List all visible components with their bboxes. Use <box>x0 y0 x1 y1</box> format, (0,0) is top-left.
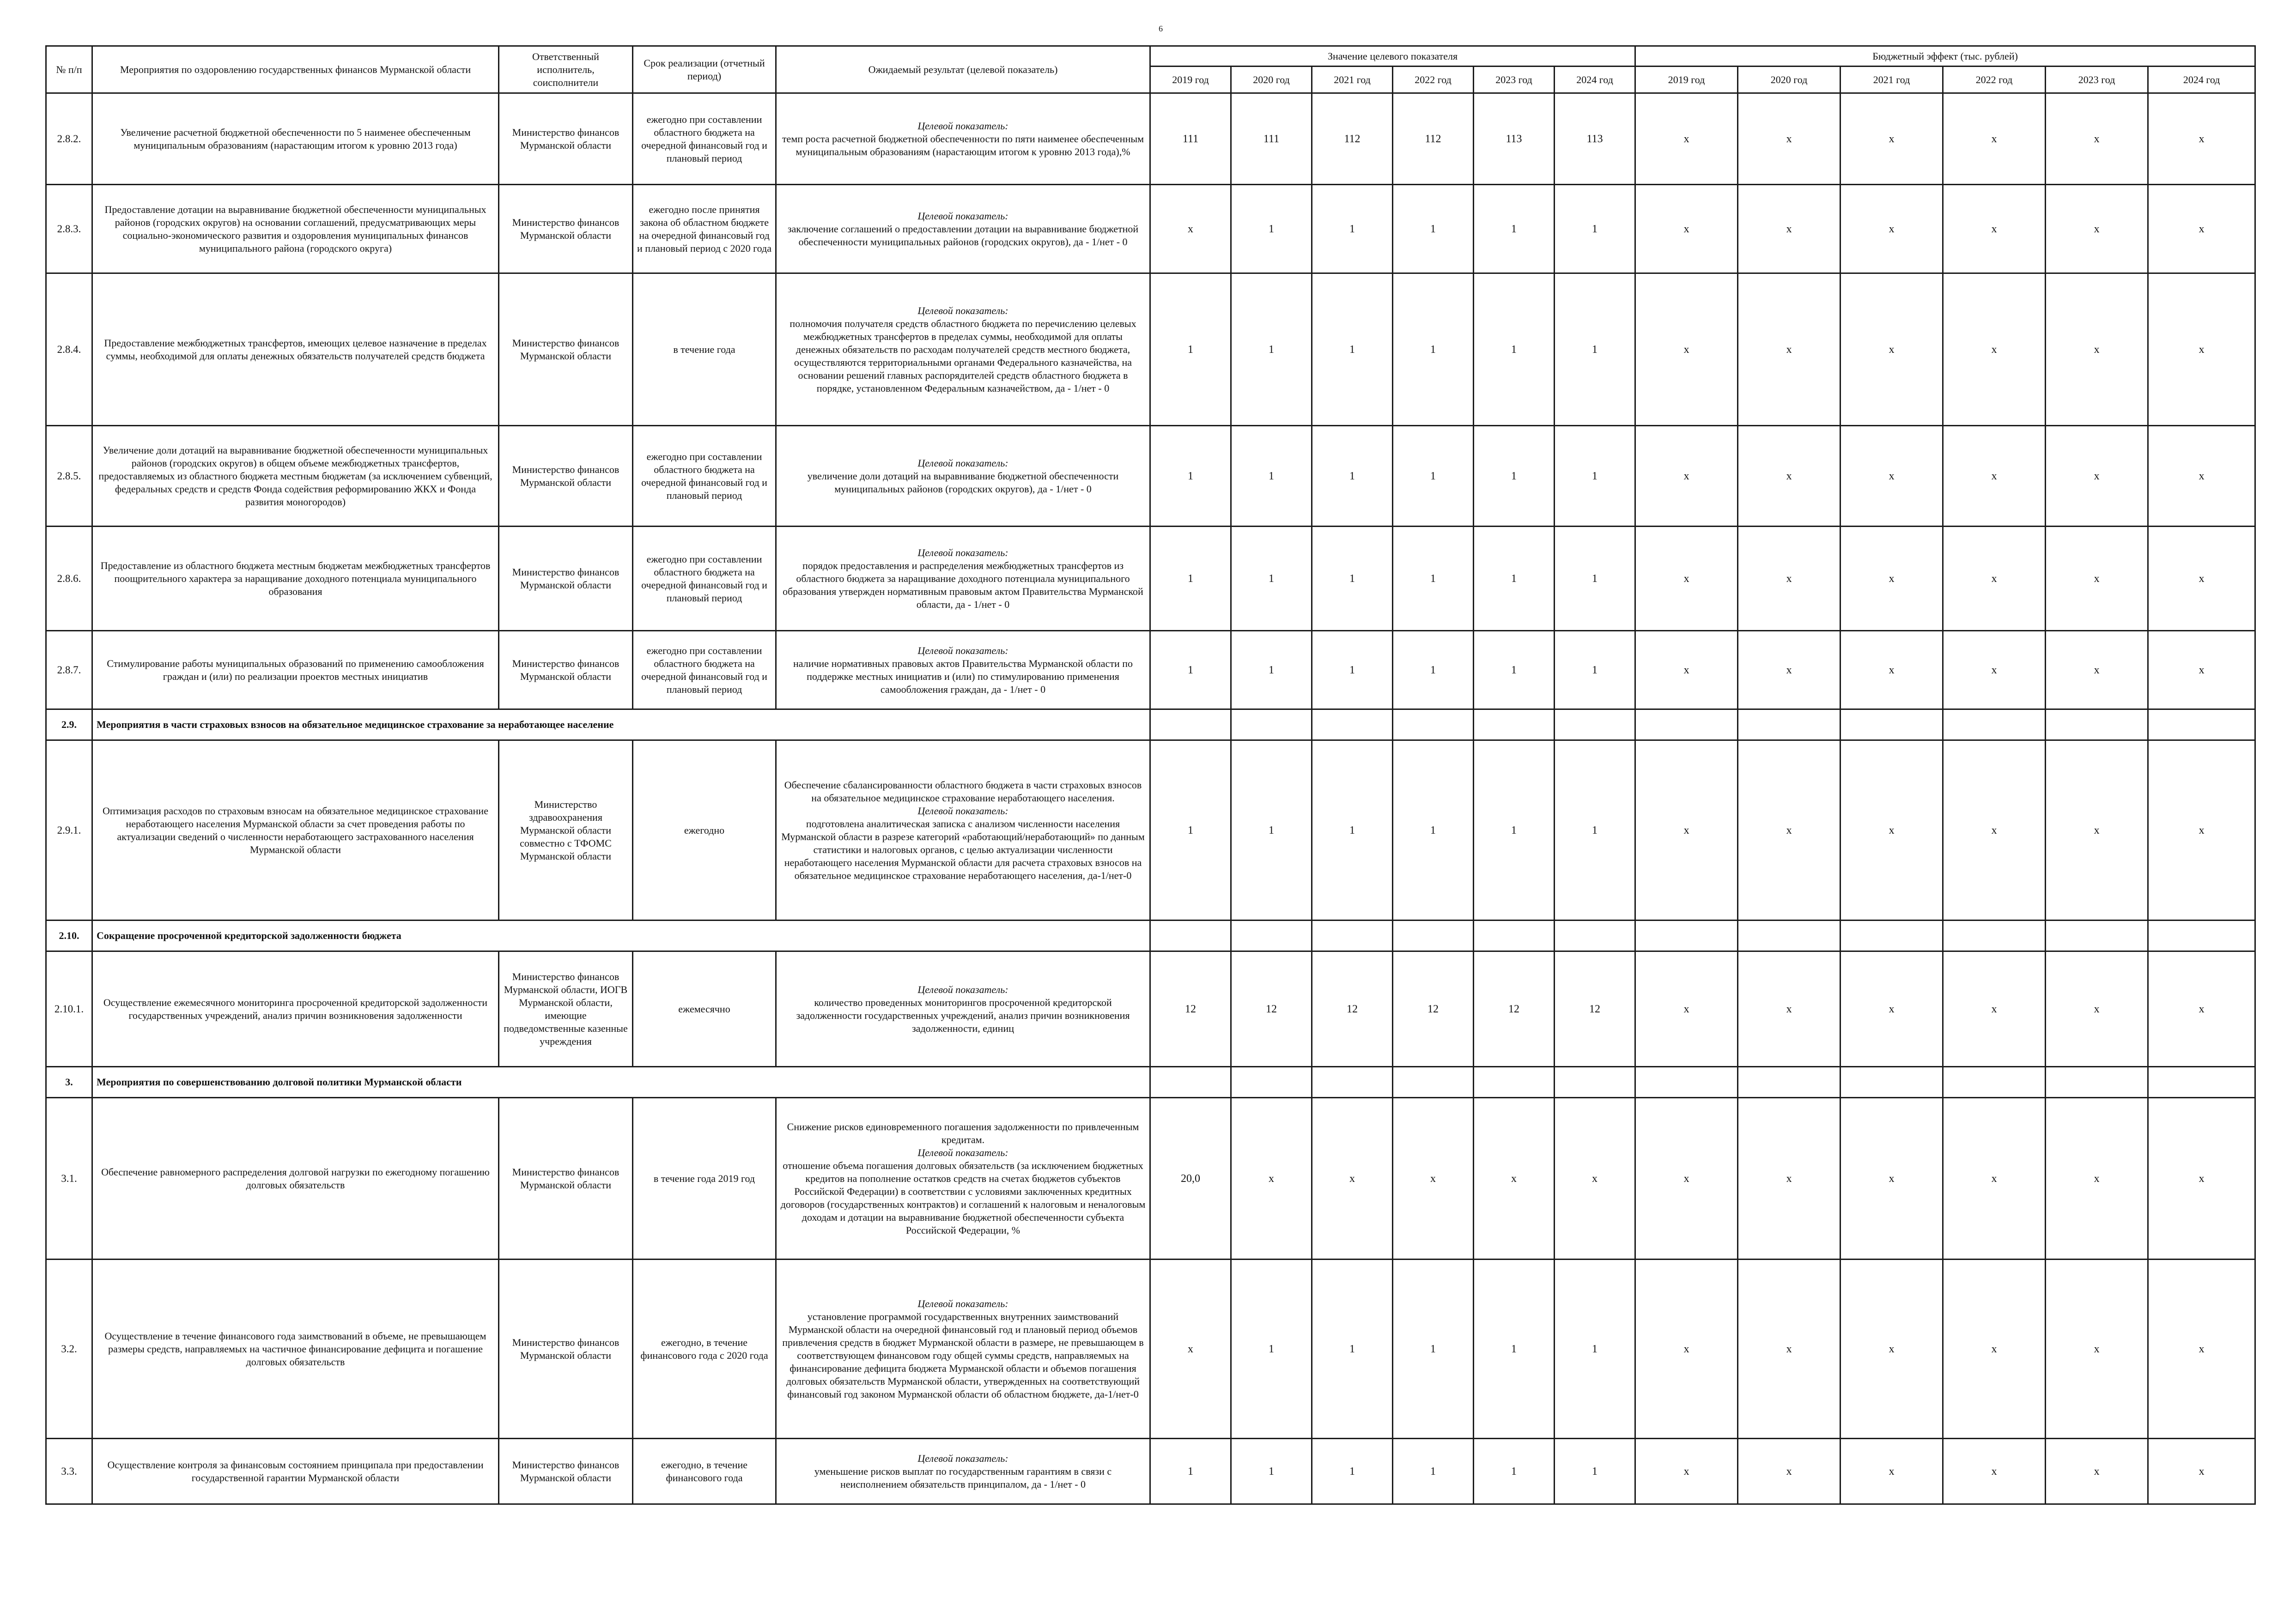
header-budget-year-1: 2020 год <box>1738 67 1840 93</box>
target-value: 1 <box>1312 185 1393 273</box>
target-value: 1 <box>1474 273 1555 426</box>
section-empty-cell <box>2148 921 2255 951</box>
row-number: 2.8.3. <box>46 185 92 273</box>
budget-effect-value: x <box>1943 1098 2046 1260</box>
expected-result <box>776 426 1150 527</box>
target-value: 1 <box>1312 1260 1393 1439</box>
target-value: 20,0 <box>1150 1098 1231 1260</box>
term: ежегодно при составлении областного бюджета на очередной финансовый год и плановый период <box>633 93 776 185</box>
target-value: 1 <box>1393 273 1474 426</box>
target-value: 1 <box>1393 426 1474 527</box>
budget-effect-value: x <box>2046 740 2148 921</box>
section-number: 3. <box>46 1067 92 1098</box>
section-empty-cell <box>1555 1067 1635 1098</box>
table-row <box>46 93 2255 185</box>
result-text: уменьшение рисков выплат по государственным гарантиям в связи с неисполнением обязательств принципалом, да - 1/нет - 0 <box>814 1465 1112 1490</box>
section-empty-cell <box>1555 921 1635 951</box>
result-text: темп роста расчетной бюджетной обеспеченности по пяти наименее обеспеченным муниципальным образованиям (нарастающим итогом к уровню 2013 года),% <box>782 133 1144 157</box>
target-value: 1 <box>1231 426 1312 527</box>
table-row <box>46 631 2255 709</box>
table-row <box>46 1098 2255 1260</box>
measure-name: Стимулирование работы муниципальных образований по применению самообложения граждан и (или) по реализации проектов местных инициатив <box>92 631 499 709</box>
target-value: 1 <box>1231 1439 1312 1504</box>
term: ежегодно после принятия закона об областном бюджете на очередной финансовый год и плановый период с 2020 года <box>633 185 776 273</box>
table-row <box>46 185 2255 273</box>
header-measure: Мероприятия по оздоровлению государственных финансов Мурманской области <box>92 46 499 93</box>
budget-effect-value: x <box>2148 93 2255 185</box>
result-preamble: Снижение рисков единовременного погашения задолженности по привлеченным кредитам. <box>787 1120 1139 1145</box>
budget-effect-value: x <box>1840 185 1943 273</box>
target-value: x <box>1312 1098 1393 1260</box>
target-value: x <box>1393 1098 1474 1260</box>
result-label: Целевой показатель: <box>917 1452 1008 1464</box>
measure-name: Осуществление контроля за финансовым состоянием принципала при предоставлении государственной гарантии Мурманской области <box>92 1439 499 1504</box>
budget-effect-value: x <box>1635 740 1738 921</box>
budget-effect-value: x <box>1738 951 1840 1067</box>
target-value: 113 <box>1474 93 1555 185</box>
section-number: 2.10. <box>46 921 92 951</box>
target-value: 1 <box>1555 1260 1635 1439</box>
target-value: 1 <box>1555 273 1635 426</box>
header-target-year-1: 2020 год <box>1231 67 1312 93</box>
budget-effect-value: x <box>2148 631 2255 709</box>
section-empty-cell <box>1312 921 1393 951</box>
measure-name: Осуществление ежемесячного мониторинга просроченной кредиторской задолженности государственных учреждений, анализ причин возникновения задолженности <box>92 951 499 1067</box>
budget-effect-value: x <box>1635 527 1738 631</box>
target-value: 1 <box>1393 631 1474 709</box>
result-text: количество проведенных мониторингов просроченной кредиторской задолженности государственных учреждений, анализ причин возникновения задолженности, единиц <box>796 996 1130 1034</box>
section-empty-cell <box>1738 1067 1840 1098</box>
result-label: Целевой показатель: <box>917 983 1008 995</box>
header-result: Ожидаемый результат (целевой показатель) <box>776 46 1150 93</box>
term: ежегодно, в течение финансового года <box>633 1439 776 1504</box>
executor: Министерство финансов Мурманской области <box>499 631 633 709</box>
expected-result <box>776 1439 1150 1504</box>
target-value: 1 <box>1231 527 1312 631</box>
term: ежемесячно <box>633 951 776 1067</box>
target-value: 1 <box>1231 185 1312 273</box>
budget-effect-value: x <box>1635 631 1738 709</box>
term: в течение года <box>633 273 776 426</box>
budget-effect-value: x <box>1738 185 1840 273</box>
target-value: 1 <box>1555 740 1635 921</box>
section-empty-cell <box>1150 709 1231 740</box>
budget-effect-value: x <box>1738 93 1840 185</box>
section-empty-cell <box>1474 709 1555 740</box>
measure-name: Предоставление из областного бюджета местным бюджетам межбюджетных трансфертов поощрительного характера за наращивание доходного потенциала муниципального образования <box>92 527 499 631</box>
term: ежегодно при составлении областного бюджета на очередной финансовый год и плановый период <box>633 426 776 527</box>
header-target-year-3: 2022 год <box>1393 67 1474 93</box>
target-value: 1 <box>1474 1439 1555 1504</box>
target-value: x <box>1150 1260 1231 1439</box>
target-value: 1 <box>1393 185 1474 273</box>
header-budget-year-3: 2022 год <box>1943 67 2046 93</box>
budget-effect-value: x <box>2148 185 2255 273</box>
budget-effect-value: x <box>2148 426 2255 527</box>
budget-effect-value: x <box>1738 1260 1840 1439</box>
target-value: 12 <box>1474 951 1555 1067</box>
target-value: 1 <box>1393 1439 1474 1504</box>
target-value: 1 <box>1150 631 1231 709</box>
section-empty-cell <box>1231 921 1312 951</box>
expected-result <box>776 93 1150 185</box>
target-value: 113 <box>1555 93 1635 185</box>
header-target-year-2: 2021 год <box>1312 67 1393 93</box>
table-body <box>46 93 2255 1504</box>
budget-effect-value: x <box>2046 93 2148 185</box>
result-label: Целевой показатель: <box>917 120 1008 132</box>
budget-effect-value: x <box>2148 740 2255 921</box>
result-text: отношение объема погашения долговых обязательств (за исключением бюджетных кредитов на пополнение остатков средств на счетах бюджетов субъектов Российской Федерации) в соответствии с условиями заключенных кредитных договоров (государственных контрактов) и соглашений к налоговым и неналоговым доходам и дотации на выравнивание бюджетной обеспеченности субъекта Российской Федерации, % <box>780 1159 1146 1236</box>
target-value: 1 <box>1474 527 1555 631</box>
table-row <box>46 1260 2255 1439</box>
target-value: 12 <box>1231 951 1312 1067</box>
budget-effect-value: x <box>1738 1098 1840 1260</box>
section-row <box>46 1067 2255 1098</box>
term: ежегодно <box>633 740 776 921</box>
target-value: 12 <box>1312 951 1393 1067</box>
header-budget-group: Бюджетный эффект (тыс. рублей) <box>1635 46 2255 67</box>
section-empty-cell <box>2148 709 2255 740</box>
result-text: полномочия получателя средств областного бюджета по перечислению целевых межбюджетных трансфертов в пределах суммы, необходимой для оплаты денежных обязательств по расходам получателей средств местного бюджета, осуществляются территориальными органами Федерального казначейства, на основании решений главных распорядителей средств областного бюджета в порядке, установленном Федеральным казначейством, да - 1/нет - 0 <box>790 317 1136 394</box>
section-empty-cell <box>2046 709 2148 740</box>
executor: Министерство финансов Мурманской области <box>499 527 633 631</box>
executor: Министерство финансов Мурманской области <box>499 1098 633 1260</box>
expected-result <box>776 951 1150 1067</box>
expected-result <box>776 1260 1150 1439</box>
budget-effect-value: x <box>2046 1098 2148 1260</box>
section-empty-cell <box>1393 709 1474 740</box>
expected-result <box>776 273 1150 426</box>
term: ежегодно при составлении областного бюджета на очередной финансовый год и плановый период <box>633 631 776 709</box>
budget-effect-value: x <box>1943 631 2046 709</box>
target-value: 1 <box>1555 1439 1635 1504</box>
section-empty-cell <box>1840 709 1943 740</box>
row-number: 2.8.2. <box>46 93 92 185</box>
target-value: 1 <box>1150 273 1231 426</box>
budget-effect-value: x <box>2046 273 2148 426</box>
term: ежегодно при составлении областного бюджета на очередной финансовый год и плановый период <box>633 527 776 631</box>
budget-effect-value: x <box>1943 1260 2046 1439</box>
result-label: Целевой показатель: <box>917 1297 1008 1309</box>
result-text: заключение соглашений о предоставлении дотации на выравнивание бюджетной обеспеченности муниципальных районов (городских округов), да - 1/нет - 0 <box>787 223 1139 248</box>
row-number: 2.8.7. <box>46 631 92 709</box>
section-empty-cell <box>1150 1067 1231 1098</box>
expected-result <box>776 185 1150 273</box>
row-number: 3.2. <box>46 1260 92 1439</box>
target-value: 1 <box>1474 426 1555 527</box>
section-empty-cell <box>1312 709 1393 740</box>
measure-name: Обеспечение равномерного распределения долговой нагрузки по ежегодному погашению долговых обязательств <box>92 1098 499 1260</box>
budget-effect-value: x <box>2148 1098 2255 1260</box>
budget-effect-value: x <box>1840 951 1943 1067</box>
budget-effect-value: x <box>2046 631 2148 709</box>
header-num: № п/п <box>46 46 92 93</box>
budget-effect-value: x <box>1840 273 1943 426</box>
section-empty-cell <box>1840 1067 1943 1098</box>
executor: Министерство финансов Мурманской области <box>499 185 633 273</box>
row-number: 2.9.1. <box>46 740 92 921</box>
target-value: 1 <box>1393 1260 1474 1439</box>
budget-effect-value: x <box>1738 1439 1840 1504</box>
expected-result <box>776 740 1150 921</box>
section-title: Сокращение просроченной кредиторской задолженности бюджета <box>92 921 1150 951</box>
section-empty-cell <box>1635 921 1738 951</box>
section-empty-cell <box>2046 921 2148 951</box>
target-value: x <box>1555 1098 1635 1260</box>
measure-name: Оптимизация расходов по страховым взносам на обязательное медицинское страхование неработающего населения Мурманской области за счет проведения работы по актуализации сведений о численности неработающего застрахованного населения Мурманской области <box>92 740 499 921</box>
executor: Министерство финансов Мурманской области <box>499 1439 633 1504</box>
section-empty-cell <box>1231 1067 1312 1098</box>
target-value: 1 <box>1555 426 1635 527</box>
section-title: Мероприятия по совершенствованию долговой политики Мурманской области <box>92 1067 1150 1098</box>
target-value: 1 <box>1474 740 1555 921</box>
budget-effect-value: x <box>1943 740 2046 921</box>
budget-effect-value: x <box>2046 426 2148 527</box>
header-executor: Ответственный исполнитель, соисполнители <box>499 46 633 93</box>
budget-effect-value: x <box>1840 740 1943 921</box>
budget-effect-value: x <box>2148 273 2255 426</box>
result-label: Целевой показатель: <box>917 210 1008 222</box>
budget-effect-value: x <box>1840 631 1943 709</box>
target-value: 1 <box>1150 1439 1231 1504</box>
budget-effect-value: x <box>1840 426 1943 527</box>
header-target-year-5: 2024 год <box>1555 67 1635 93</box>
result-label: Целевой показатель: <box>917 1146 1008 1158</box>
budget-effect-value: x <box>1943 527 2046 631</box>
target-value: x <box>1150 185 1231 273</box>
section-empty-cell <box>1840 921 1943 951</box>
section-empty-cell <box>2148 1067 2255 1098</box>
result-text: подготовлена аналитическая записка с анализом численности населения Мурманской области в разрезе категорий «работающий/неработающий» по данным статистики и налоговых органов, с целью актуализации численности неработающего населения Мурманской области для расчета страховых взносов на обязательное медицинское страхование неработающего населения, да-1/нет-0 <box>781 818 1145 881</box>
target-value: 1 <box>1312 273 1393 426</box>
term: в течение года 2019 год <box>633 1098 776 1260</box>
target-value: 1 <box>1312 631 1393 709</box>
target-value: 1 <box>1312 740 1393 921</box>
budget-effect-value: x <box>1635 1439 1738 1504</box>
header-target-year-0: 2019 год <box>1150 67 1231 93</box>
target-value: 12 <box>1555 951 1635 1067</box>
budget-effect-value: x <box>1840 93 1943 185</box>
header-budget-year-4: 2023 год <box>2046 67 2148 93</box>
budget-effect-value: x <box>1840 1098 1943 1260</box>
row-number: 3.3. <box>46 1439 92 1504</box>
budget-effect-value: x <box>2046 1260 2148 1439</box>
section-empty-cell <box>1474 921 1555 951</box>
table-row <box>46 273 2255 426</box>
target-value: 12 <box>1393 951 1474 1067</box>
result-label: Целевой показатель: <box>917 546 1008 558</box>
term: ежегодно, в течение финансового года с 2020 года <box>633 1260 776 1439</box>
section-empty-cell <box>1635 1067 1738 1098</box>
page-number: 6 <box>1159 24 1163 33</box>
target-value: 1 <box>1312 1439 1393 1504</box>
section-empty-cell <box>1231 709 1312 740</box>
budget-effect-value: x <box>2046 1439 2148 1504</box>
target-value: 1 <box>1150 740 1231 921</box>
budget-effect-value: x <box>2046 951 2148 1067</box>
table-row <box>46 951 2255 1067</box>
expected-result <box>776 631 1150 709</box>
section-empty-cell <box>1474 1067 1555 1098</box>
budget-effect-value: x <box>2046 185 2148 273</box>
budget-effect-value: x <box>1738 426 1840 527</box>
budget-effect-value: x <box>1840 1439 1943 1504</box>
table-row <box>46 426 2255 527</box>
target-value: 112 <box>1312 93 1393 185</box>
section-row <box>46 709 2255 740</box>
table-row <box>46 527 2255 631</box>
section-row <box>46 921 2255 951</box>
budget-effect-value: x <box>1635 185 1738 273</box>
budget-effect-value: x <box>1943 93 2046 185</box>
budget-effect-value: x <box>1943 273 2046 426</box>
target-value: 1 <box>1231 1260 1312 1439</box>
measure-name: Увеличение расчетной бюджетной обеспеченности по 5 наименее обеспеченным муниципальным образованиям (нарастающим итогом к уровню 2013 года) <box>92 93 499 185</box>
target-value: 12 <box>1150 951 1231 1067</box>
section-empty-cell <box>1393 921 1474 951</box>
measure-name: Предоставление межбюджетных трансфертов, имеющих целевое назначение в пределах суммы, необходимой для оплаты денежных обязательств получателей средств бюджета <box>92 273 499 426</box>
budget-effect-value: x <box>2046 527 2148 631</box>
target-value: 1 <box>1231 631 1312 709</box>
section-empty-cell <box>1943 1067 2046 1098</box>
target-value: 111 <box>1231 93 1312 185</box>
result-text: наличие нормативных правовых актов Правительства Мурманской области по поддержке местных инициатив и (или) по стимулированию применения самообложения граждан, да - 1/нет - 0 <box>793 657 1133 695</box>
row-number: 2.8.4. <box>46 273 92 426</box>
target-value: 1 <box>1393 527 1474 631</box>
target-value: 1 <box>1231 273 1312 426</box>
section-empty-cell <box>1150 921 1231 951</box>
budget-effect-value: x <box>2148 1260 2255 1439</box>
budget-effect-value: x <box>1738 273 1840 426</box>
section-empty-cell <box>1635 709 1738 740</box>
section-title: Мероприятия в части страховых взносов на обязательное медицинское страхование за неработающее население <box>92 709 1150 740</box>
target-value: 1 <box>1555 527 1635 631</box>
budget-effect-value: x <box>1635 93 1738 185</box>
result-label: Целевой показатель: <box>917 644 1008 656</box>
header-budget-year-2: 2021 год <box>1840 67 1943 93</box>
section-empty-cell <box>1943 709 2046 740</box>
budget-effect-value: x <box>1738 631 1840 709</box>
budget-effect-value: x <box>1943 185 2046 273</box>
target-value: 1 <box>1393 740 1474 921</box>
section-empty-cell <box>1312 1067 1393 1098</box>
section-empty-cell <box>1738 921 1840 951</box>
measure-name: Предоставление дотации на выравнивание бюджетной обеспеченности муниципальных районов (городских округов) на основании соглашений, предусматривающих меры социально-экономического развития и оздоровления муниципальных финансов муниципального района (городского округа) <box>92 185 499 273</box>
target-value: 1 <box>1474 185 1555 273</box>
budget-effect-value: x <box>1635 1098 1738 1260</box>
budget-effect-value: x <box>1635 951 1738 1067</box>
target-value: 1 <box>1150 426 1231 527</box>
budget-effect-value: x <box>1943 426 2046 527</box>
budget-effect-value: x <box>2148 1439 2255 1504</box>
expected-result <box>776 527 1150 631</box>
budget-effect-value: x <box>2148 527 2255 631</box>
section-empty-cell <box>1943 921 2046 951</box>
budget-effect-value: x <box>1738 740 1840 921</box>
expected-result <box>776 1098 1150 1260</box>
section-number: 2.9. <box>46 709 92 740</box>
target-value: 1 <box>1150 527 1231 631</box>
executor: Министерство здравоохранения Мурманской области совместно с ТФОМС Мурманской области <box>499 740 633 921</box>
result-preamble: Обеспечение сбалансированности областного бюджета в части страховых взносов на обязательное медицинское страхование неработающего населения. <box>784 779 1142 804</box>
executor: Министерство финансов Мурманской области, ИОГВ Мурманской области, имеющие подведомственные казенные учреждения <box>499 951 633 1067</box>
budget-effect-value: x <box>1943 951 2046 1067</box>
measures-table <box>45 45 2256 1505</box>
row-number: 2.8.5. <box>46 426 92 527</box>
target-value: 1 <box>1555 185 1635 273</box>
target-value: 111 <box>1150 93 1231 185</box>
budget-effect-value: x <box>1635 1260 1738 1439</box>
section-empty-cell <box>1738 709 1840 740</box>
header-term: Срок реализации (отчетный период) <box>633 46 776 93</box>
measure-name: Увеличение доли дотаций на выравнивание бюджетной обеспеченности муниципальных районов (городских округов) в общем объеме межбюджетных трансфертов, предоставляемых из областного бюджета местным бюджетам (за исключением субвенций, федеральных средств и средств Фонда содействия реформированию ЖКХ и Фонда развития моногородов) <box>92 426 499 527</box>
target-value: x <box>1231 1098 1312 1260</box>
result-label: Целевой показатель: <box>917 304 1008 316</box>
target-value: 112 <box>1393 93 1474 185</box>
row-number: 2.10.1. <box>46 951 92 1067</box>
budget-effect-value: x <box>1738 527 1840 631</box>
result-text: порядок предоставления и распределения межбюджетных трансфертов из областного бюджета за наращивание доходного потенциала муниципального образования утвержден нормативным правовым актом Правительства Мурманской области, да - 1/нет - 0 <box>783 559 1143 610</box>
executor: Министерство финансов Мурманской области <box>499 93 633 185</box>
budget-effect-value: x <box>2148 951 2255 1067</box>
table-row <box>46 1439 2255 1504</box>
header-budget-year-5: 2024 год <box>2148 67 2255 93</box>
target-value: 1 <box>1474 631 1555 709</box>
result-label: Целевой показатель: <box>917 805 1008 817</box>
target-value: 1 <box>1555 631 1635 709</box>
target-value: 1 <box>1312 527 1393 631</box>
budget-effect-value: x <box>1943 1439 2046 1504</box>
executor: Министерство финансов Мурманской области <box>499 273 633 426</box>
executor: Министерство финансов Мурманской области <box>499 426 633 527</box>
measure-name: Осуществление в течение финансового года заимствований в объеме, не превышающем размеры средств, направляемых на частичное финансирование дефицита и погашение долговых обязательств <box>92 1260 499 1439</box>
result-text: увеличение доли дотаций на выравнивание бюджетной обеспеченности муниципальных районов (городских округов), да - 1/нет - 0 <box>807 470 1119 495</box>
section-empty-cell <box>2046 1067 2148 1098</box>
table-header <box>46 46 2255 93</box>
measures-table-sheet <box>45 45 2254 1505</box>
target-value: 1 <box>1231 740 1312 921</box>
budget-effect-value: x <box>1840 527 1943 631</box>
row-number: 2.8.6. <box>46 527 92 631</box>
executor: Министерство финансов Мурманской области <box>499 1260 633 1439</box>
table-row <box>46 740 2255 921</box>
header-target-year-4: 2023 год <box>1474 67 1555 93</box>
result-text: установление программой государственных внутренних заимствований Мурманской области на очередной финансовый год и плановый период объемов привлечения средств в бюджет Мурманской области в размере, не превышающем в соответствующем финансовом году общей суммы средств, направляемых на финансирование дефицита бюджета Мурманской области и объемов погашения долговых обязательств Мурманской области, утвержденных на соответствующий финансовый год законом Мурманской области об областном бюджете, да-1/нет-0 <box>782 1310 1144 1400</box>
row-number: 3.1. <box>46 1098 92 1260</box>
target-value: 1 <box>1312 426 1393 527</box>
header-target-group: Значение целевого показателя <box>1150 46 1635 67</box>
header-budget-year-0: 2019 год <box>1635 67 1738 93</box>
budget-effect-value: x <box>1840 1260 1943 1439</box>
budget-effect-value: x <box>1635 426 1738 527</box>
section-empty-cell <box>1393 1067 1474 1098</box>
target-value: 1 <box>1474 1260 1555 1439</box>
budget-effect-value: x <box>1635 273 1738 426</box>
target-value: x <box>1474 1098 1555 1260</box>
result-label: Целевой показатель: <box>917 457 1008 469</box>
section-empty-cell <box>1555 709 1635 740</box>
